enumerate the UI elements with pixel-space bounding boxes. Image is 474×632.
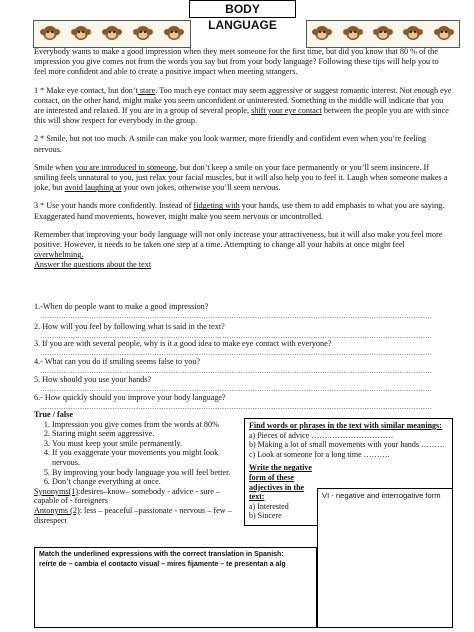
- tf-item: 5. By improving your body language you will feel better.: [52, 468, 244, 478]
- box-vi-heading: VI - negative and interrogative form: [322, 491, 441, 500]
- match-heading: Match the underlined expressions with the correct translation in Spanish:: [39, 551, 284, 558]
- negative-item: a) Interested: [249, 501, 289, 511]
- monkey-icon: [39, 23, 61, 45]
- tip-1-text: . Too much eye contact may seem aggressive or suggest romantic interest. Not enough eye contact, on the other hand, might make you seem unconfident or uninterested. Something in the middle will indicate that you are interested and relaxed. If you are in a group of several people,: [34, 85, 452, 116]
- question-2: 2. How will you feel by following what is said in the text?: [34, 322, 225, 331]
- tf-heading: True / false: [34, 410, 73, 419]
- remember-paragraph: [34, 230, 452, 261]
- negative-heading: Write the negative form of these adjectives in the text:: [249, 463, 312, 502]
- tip-1-paragraph: [34, 86, 452, 127]
- article-text: [34, 47, 452, 271]
- monkey-icon: [372, 23, 394, 45]
- synonyms-label: Synonyms(1): [34, 486, 79, 496]
- underlined-phrase: shift your eye contact: [251, 106, 322, 116]
- smile-paragraph: [34, 163, 452, 194]
- monkey-banner-right: [306, 20, 460, 48]
- negative-interrogative-box: [317, 488, 453, 628]
- tf-item: 6. Don’t change everything at once.: [52, 477, 244, 487]
- header: [0, 0, 474, 46]
- underlined-phrase: overwhelming.: [34, 250, 84, 260]
- question-6: 6.- How quickly should you improve your body language?: [34, 393, 226, 402]
- underlined-phrase: you are introduced to someone: [74, 162, 176, 172]
- answer-line[interactable]: ……………………………………………………………………………………………………………………………………………………: [40, 312, 432, 320]
- find-item: a) Pieces of advice …… ……………………: [249, 430, 394, 440]
- underlined-phrase: avoid laughing at: [64, 183, 122, 193]
- smile-text: , but don’t keep a smile on your face permanently or you’ll seem insincere. If smiling feels unnatural to you, just relax your facial muscles, but it will also help you to feel it. Laugh when someone makes a joke, but: [34, 162, 448, 193]
- tip-3-text: 3 * Use your hands more confidently. Instead of: [34, 201, 194, 211]
- underlined-phrase: stare: [137, 85, 156, 95]
- answer-heading: Answer the questions about the text: [34, 260, 152, 270]
- smile-text: Smile when: [34, 162, 75, 172]
- antonyms-text: : less – peaceful –passionate - nervous – few – disrespect: [34, 505, 232, 525]
- tip-1-text: 1 * Make eye contact, but don’t: [34, 85, 138, 95]
- tf-item: 4. If you exaggerate your movements you might look nervous.: [52, 448, 244, 467]
- question-4: 4.- What can you do if smiling seems false to you?: [34, 357, 201, 366]
- monkey-icon: [70, 23, 92, 45]
- find-item: b) Making a lot of small movements with your hands ………: [249, 440, 445, 450]
- answer-line[interactable]: ……………………………………………………………………………………………………………………………………………………: [40, 332, 432, 340]
- monkey-icon: [132, 23, 154, 45]
- answer-line[interactable]: ……………………………………………………………………………………………………………………………………………………: [40, 349, 432, 357]
- synonyms-text: :desires–know– somebody - advice - sure – capable of - foreigners: [34, 486, 221, 506]
- find-heading: Find words or phrases in the text with similar meanings:: [249, 421, 442, 430]
- monkey-icon: [163, 23, 185, 45]
- monkey-banner-left: [33, 20, 191, 48]
- negative-item: b) Sincere: [249, 511, 282, 521]
- monkey-icon: [402, 23, 424, 45]
- monkey-icon: [433, 23, 455, 45]
- smile-text: your own jokes, otherwise you’ll seem nervous.: [121, 183, 281, 193]
- antonyms-label: Antonyms (2): [34, 505, 80, 515]
- synonyms-line: [34, 487, 244, 506]
- page-title: BODY LANGUAGE: [189, 0, 296, 18]
- match-box: [34, 547, 317, 628]
- tf-item: 3. You must keep your smile permanently.: [52, 439, 244, 449]
- tip-3-text: your hands, use them to add emphasis to what you are saying. Exaggerated hand movements, however, might make you seem nervous or uncontrolled.: [34, 201, 445, 221]
- monkey-icon: [101, 23, 123, 45]
- answer-line[interactable]: ……………………………………………………………………………………………………………………………………………………: [40, 403, 432, 411]
- monkey-icon: [342, 23, 364, 45]
- tip-1-text: between the people you are with since this will show respect for everybody in the group.: [34, 106, 449, 126]
- question-3: 3. If you are with several people, why is it a good idea to make eye contact with everyone?: [34, 339, 332, 348]
- answer-line[interactable]: ……………………………………………………………………………………………………………………………………………………: [40, 385, 432, 393]
- true-false-section: [34, 410, 244, 525]
- monkey-icon: [311, 23, 333, 45]
- find-item: c) Look at someone for a long time ……….: [249, 449, 390, 459]
- answer-line[interactable]: ……………………………………………………………………………………………………………………………………………………: [40, 367, 432, 375]
- tf-item: 1. Impression you give comes from the words at 80%: [52, 420, 244, 430]
- tip-3-paragraph: [34, 201, 452, 221]
- intro-paragraph: Everybody wants to make a good impression when they meet someone for the first time, but did you know that 80 % of the impression you give comes not from the words you say but from your body language? Following these tips will help you to feel more confident and able to create a positive impact when meeting strangers.: [34, 47, 439, 77]
- question-5: 5. How should you use your hands?: [34, 375, 152, 384]
- antonyms-line: [34, 506, 244, 525]
- tf-list: [34, 420, 244, 487]
- underlined-phrase: fidgeting with: [193, 201, 240, 211]
- remember-text: Remember that improving your body language will not only increase your attractiveness, but it will also make you feel more positive. However, it needs to be taken one step at a time. Attempting to change all your habits at once might feel: [34, 229, 443, 250]
- match-options: reírte de – cambia el contacto visual – mires fijamente – te presentan a alg: [39, 561, 286, 568]
- question-1: 1.-When do people want to make a good impression?: [34, 302, 209, 311]
- tip-2-paragraph: 2 * Smile, but not too much. A smile can make you look warmer, more friendly and confident even when you’re feeling nervous.: [34, 134, 427, 154]
- tf-item: 2. Staring might seem aggressive.: [52, 429, 244, 439]
